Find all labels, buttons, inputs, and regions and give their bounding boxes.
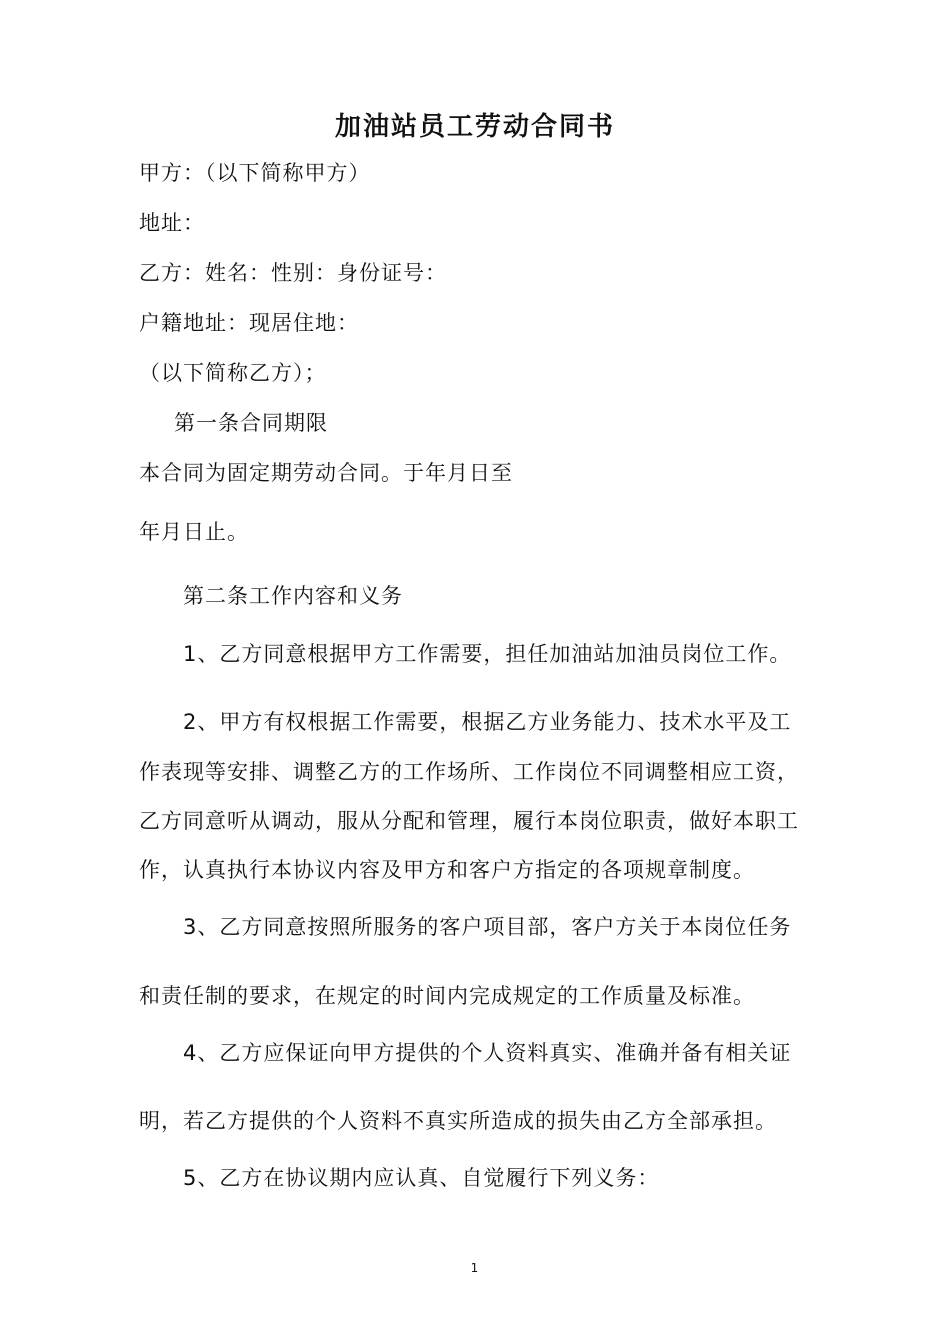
clause-4-line: 明，若乙方提供的个人资料不真实所造成的损失由乙方全部承担。 [139, 1109, 777, 1133]
clause-2-line: 乙方同意听从调动，服从分配和管理，履行本岗位职责，做好本职工 [139, 809, 799, 833]
clause-3-line: 3、乙方同意按照所服务的客户项目部，客户方关于本岗位任务 [183, 915, 792, 939]
clause-5-line: 5、乙方在协议期内应认真、自觉履行下列义务： [183, 1166, 660, 1190]
clause-4-line: 4、乙方应保证向甲方提供的个人资料真实、准确并备有相关证 [183, 1041, 792, 1065]
section-heading-1: 第一条合同期限 [174, 411, 328, 435]
clause-1-line: 1、乙方同意根据甲方工作需要，担任加油站加油员岗位工作。 [183, 642, 792, 666]
paragraph-line: 年月日止。 [139, 520, 249, 544]
clause-2-line: 2、甲方有权根据工作需要，根据乙方业务能力、技术水平及工 [183, 710, 792, 734]
party-b-abbrev-line: （以下简称乙方）； [139, 361, 327, 385]
address-line: 地址： [139, 211, 205, 235]
party-b-line: 乙方：姓名：性别：身份证号： [139, 261, 447, 285]
paragraph-line: 本合同为固定期劳动合同。于年月日至 [139, 461, 513, 485]
document-title: 加油站员工劳动合同书 [334, 112, 615, 142]
clause-2-line: 作，认真执行本协议内容及甲方和客户方指定的各项规章制度。 [139, 858, 755, 882]
residence-line: 户籍地址：现居住地： [139, 311, 359, 335]
section-heading-2: 第二条工作内容和义务 [183, 584, 403, 608]
clause-2-line: 作表现等安排、调整乙方的工作场所、工作岗位不同调整相应工资， [139, 760, 799, 784]
clause-3-line: 和责任制的要求，在规定的时间内完成规定的工作质量及标准。 [139, 984, 755, 1008]
page-number: 1 [470, 1261, 480, 1275]
party-a-line: 甲方：（以下简称甲方） [139, 161, 371, 185]
